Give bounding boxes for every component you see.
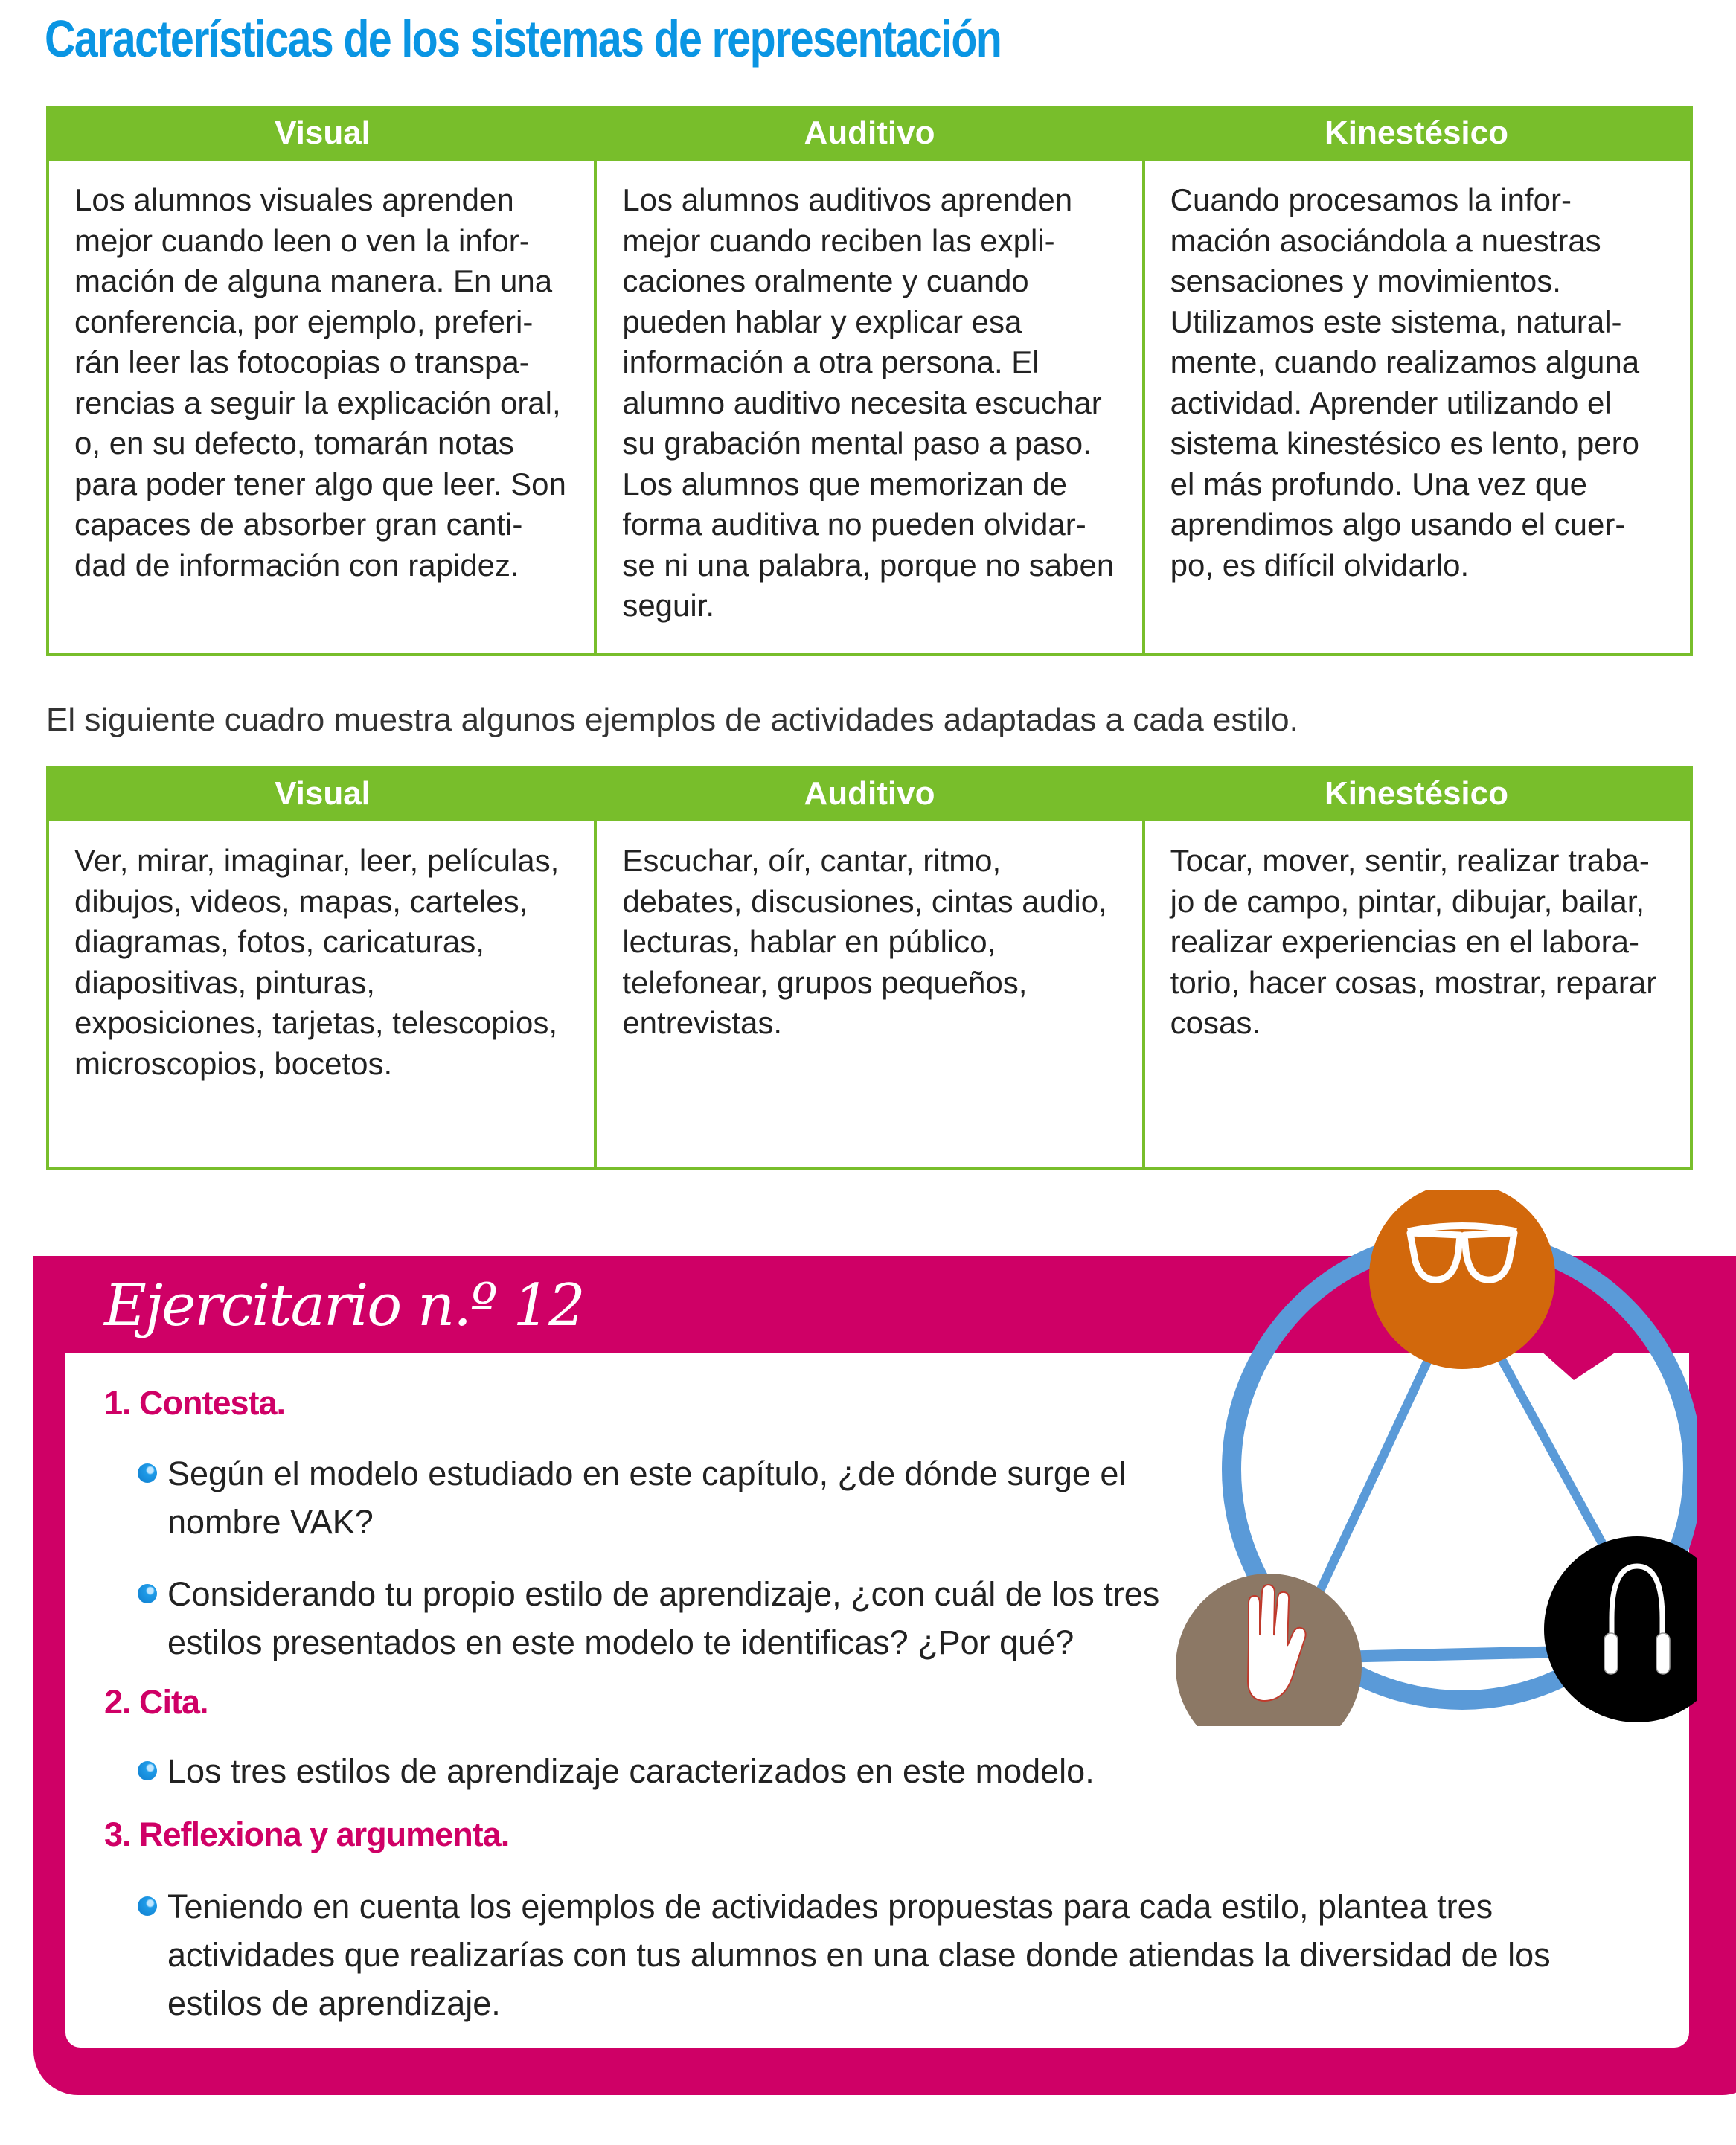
cell-visual: Los alumnos visuales aprenden mejor cuando leen o ven la infor-mación de alguna manera. En una conferencia, por ejemplo, preferi-rán leer las fotocopias o transpa-rencias a seguir la explicación oral, o, en su defecto, tomarán notas para poder tener algo que leer. Son capaces de absorber gran canti-dad de información con rapidez. bbox=[74, 182, 566, 583]
activities-table bbox=[46, 766, 1693, 1170]
cell-auditivo: Los alumnos auditivos aprenden mejor cuando reciben las expli-caciones oralmente y cuando pueden hablar y explicar esa información a otra persona. El alumno auditivo necesita escuchar su grabación mental paso a paso. Los alumnos que memorizan de forma auditiva no pueden olvidar-se ni una palabra, porque no saben seguir. bbox=[594, 161, 1141, 653]
question-1-item-1: Según el modelo estudiado en este capítulo, ¿de dónde surge el nombre VAK? bbox=[138, 1449, 1165, 1546]
question-1-heading: 1. Contesta. bbox=[104, 1384, 286, 1422]
visual-node bbox=[1369, 1190, 1555, 1369]
table-row bbox=[49, 821, 1690, 1167]
characteristics-table bbox=[46, 106, 1693, 656]
bullet-icon bbox=[138, 1896, 157, 1916]
vak-diagram bbox=[1161, 1190, 1697, 1726]
cell-auditivo: Escuchar, oír, cantar, ritmo, debates, discusiones, cintas audio, lecturas, hablar en público, telefonear, grupos pequeños, entrevistas. bbox=[594, 821, 1141, 1167]
cell-kinestesico: Tocar, mover, sentir, realizar traba-jo de campo, pintar, dibujar, bailar, realizar experiencias en el labora-torio, hacer cosas, mostrar, reparar cosas. bbox=[1142, 821, 1690, 1167]
auditory-node bbox=[1544, 1536, 1697, 1722]
header-auditivo: Auditivo bbox=[804, 115, 935, 151]
header-visual: Visual bbox=[275, 115, 371, 151]
bullet-icon bbox=[138, 1761, 157, 1780]
intro-sentence: El siguiente cuadro muestra algunos ejemplos de actividades adaptadas a cada estilo. bbox=[46, 702, 1298, 738]
bullet-icon bbox=[138, 1463, 157, 1483]
header-kinestesico: Kinestésico bbox=[1325, 775, 1508, 812]
page-title: Características de los sistemas de representación bbox=[45, 10, 1002, 68]
question-1-item-2: Considerando tu propio estilo de aprendizaje, ¿con cuál de los tres estilos presentados en este modelo te identificas? ¿Por qué? bbox=[138, 1570, 1194, 1667]
cell-visual: Ver, mirar, imaginar, leer, películas, dibujos, videos, mapas, carteles, diagramas, fotos, caricaturas, diapositivas, pinturas, exposiciones, tarjetas, telescopios, microscopios, bocetos. bbox=[74, 843, 560, 1081]
header-auditivo: Auditivo bbox=[804, 775, 935, 812]
exercise-title: Ejercitario n.º 12 bbox=[104, 1272, 584, 1339]
bullet-icon bbox=[138, 1584, 157, 1603]
question-2-heading: 2. Cita. bbox=[104, 1683, 208, 1721]
question-3-heading: 3. Reflexiona y argumenta. bbox=[104, 1815, 510, 1853]
cell-kinestesico: Cuando procesamos la infor-mación asociándola a nuestras sensaciones y movimientos. Utilizamos este sistema, natural-mente, cuando realizamos alguna actividad. Aprender utilizando el sistema kinestésico es lento, pero el más profundo. Una vez que aprendimos algo usando el cuer-po, es difícil olvidarlo. bbox=[1142, 161, 1690, 653]
table-row bbox=[49, 161, 1690, 653]
table-header-row bbox=[49, 106, 1690, 161]
table-header-row bbox=[49, 766, 1690, 821]
question-2-item-1: Los tres estilos de aprendizaje caracterizados en este modelo. bbox=[138, 1747, 1403, 1795]
kinesthetic-node bbox=[1176, 1574, 1362, 1726]
header-kinestesico: Kinestésico bbox=[1325, 115, 1508, 151]
header-visual: Visual bbox=[275, 775, 371, 812]
question-3-item-1: Teniendo en cuenta los ejemplos de actividades propuestas para cada estilo, plantea tres actividades que realizarías con tus alumnos en una clase donde atiendas la diversidad de los estilos de aprendizaje. bbox=[138, 1882, 1641, 2027]
